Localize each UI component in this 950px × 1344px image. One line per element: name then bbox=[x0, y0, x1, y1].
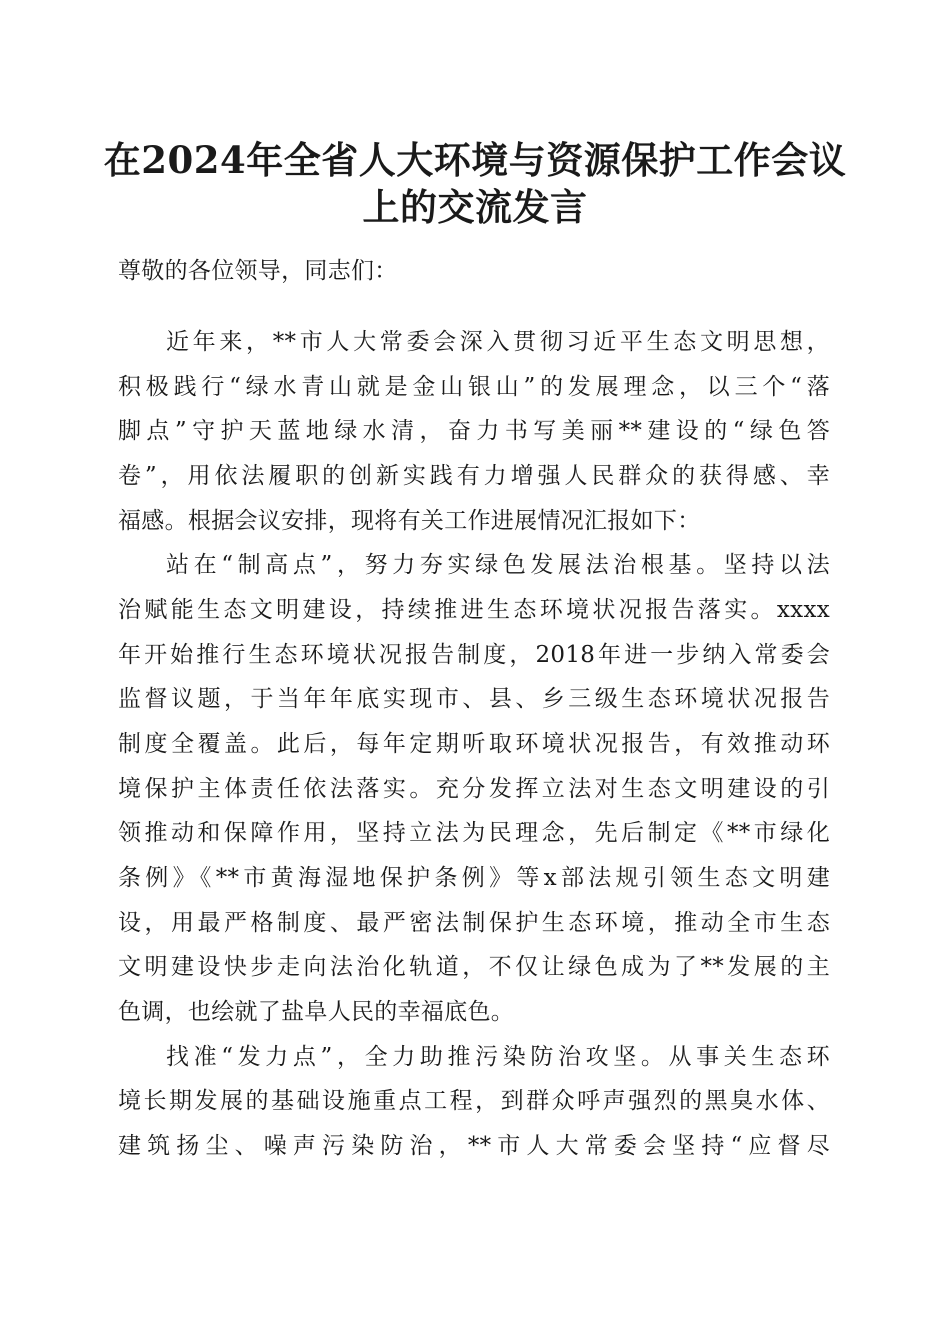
paragraph-2-line: 境保护主体责任依法落实。充分发挥立法对生态文明建设的引 bbox=[118, 776, 830, 802]
paragraph-2-line: 设，用最严格制度、最严密法制保护生态环境，推动全市生态 bbox=[118, 910, 830, 936]
paragraph-1-line: 福感。根据会议安排，现将有关工作进展情况汇报如下： bbox=[118, 508, 701, 534]
paragraph-2-line: 制度全覆盖。此后，每年定期听取环境状况报告，有效推动环 bbox=[118, 731, 830, 757]
paragraph-2-line: 条例》《**市黄海湿地保护条例》等x部法规引领生态文明建 bbox=[118, 865, 830, 891]
paragraph-2-line: 治赋能生态文明建设，持续推进生态环境状况报告落实。xxxx bbox=[118, 597, 830, 623]
document-title-line-1: 在2024年全省人大环境与资源保护工作会议 bbox=[103, 138, 847, 182]
paragraph-2-line: 色调，也绘就了盐阜人民的幸福底色。 bbox=[118, 999, 515, 1025]
document-title-line-2: 上的交流发言 bbox=[362, 185, 588, 229]
paragraph-1-line: 积极践行“绿水青山就是金山银山”的发展理念，以三个“落 bbox=[118, 374, 830, 400]
paragraph-1-line: 卷”，用依法履职的创新实践有力增强人民群众的获得感、幸 bbox=[118, 463, 830, 489]
paragraph-2-line: 站在“制高点”，努力夯实绿色发展法治根基。坚持以法 bbox=[166, 552, 830, 578]
paragraph-3-line: 境长期发展的基础设施重点工程，到群众呼声强烈的黑臭水体、 bbox=[118, 1088, 830, 1114]
paragraph-3-line: 建筑扬尘、噪声污染防治，**市人大常委会坚持“应督尽 bbox=[118, 1133, 830, 1159]
paragraph-1-line: 近年来，**市人大常委会深入贯彻习近平生态文明思想， bbox=[166, 329, 830, 355]
paragraph-2-line: 领推动和保障作用，坚持立法为民理念，先后制定《**市绿化 bbox=[118, 820, 830, 846]
paragraph-2-line: 文明建设快步走向法治化轨道，不仅让绿色成为了**发展的主 bbox=[118, 954, 830, 980]
paragraph-2-line: 监督议题，于当年年底实现市、县、乡三级生态环境状况报告 bbox=[118, 686, 830, 712]
paragraph-1-line: 脚点”守护天蓝地绿水清，奋力书写美丽**建设的“绿色答 bbox=[118, 418, 830, 444]
paragraph-3-line: 找准“发力点”，全力助推污染防治攻坚。从事关生态环 bbox=[166, 1044, 830, 1070]
salutation: 尊敬的各位领导，同志们： bbox=[118, 258, 398, 284]
paragraph-2-line: 年开始推行生态环境状况报告制度，2018年进一步纳入常委会 bbox=[118, 642, 830, 668]
